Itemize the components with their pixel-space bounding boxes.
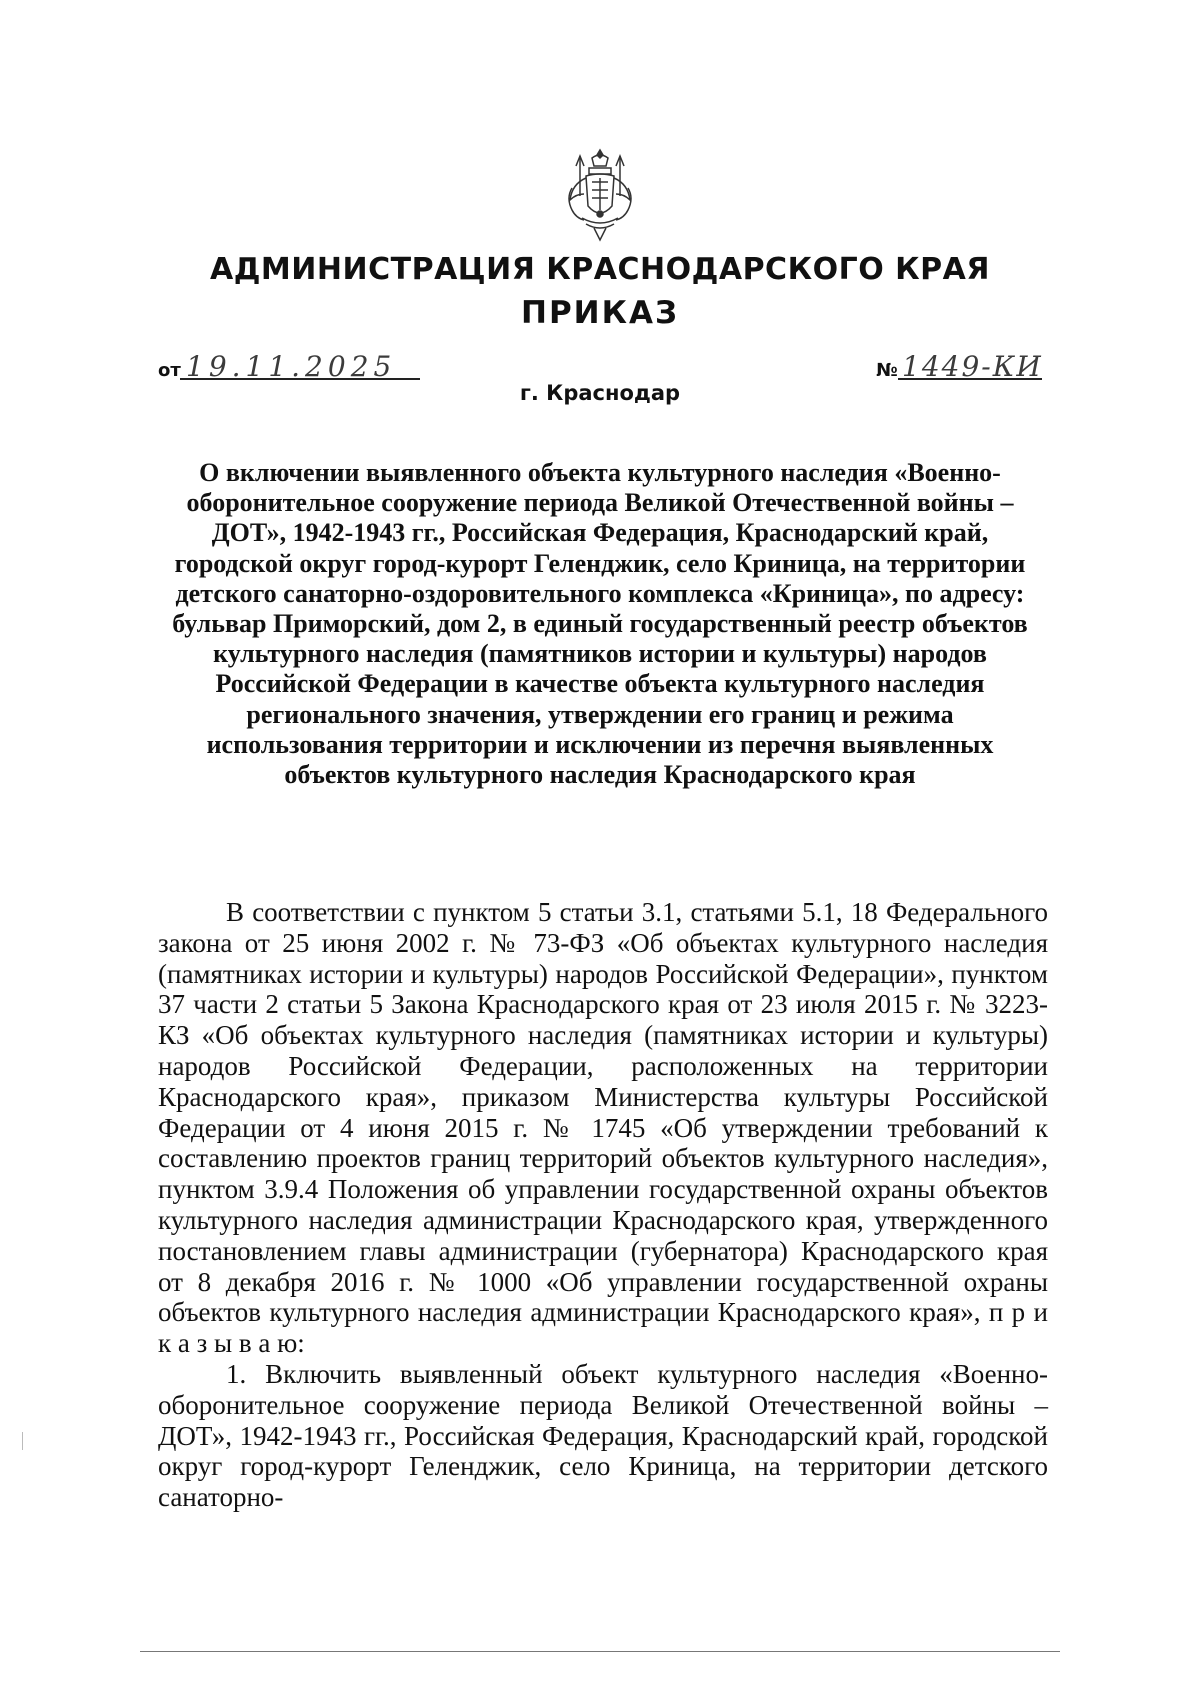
handwritten-number: 1449-КИ <box>902 350 1043 383</box>
coat-of-arms-icon <box>562 148 638 244</box>
date-prefix: от <box>158 360 181 381</box>
handwritten-date: 19.11.2025 <box>186 350 397 383</box>
preamble-paragraph: В соответствии с пунктом 5 статьи 3.1, статьями 5.1, 18 Федерального закона от 25 июня 2002 г. № 73-ФЗ «Об объектах культурного наследия (памятниках истории и культуры) народов Российской Федерации», пунктом 37 части 2 статьи 5 Закона Краснодарского края от 23 июля 2015 г. № 3223-КЗ «Об объектах культурного наследия (памятниках истории и культуры) народов Российской Федерации, расположенных на территории Краснодарского края», приказом Министерства культуры Российской Федерации от 4 июня 2015 г. № 1745 «Об утверждении требований к составлению проектов границ территорий объектов культурного наследия», пунктом 3.9.4 Положения об управлении государственной охраны объектов культурного наследия администрации Краснодарского края, утвержденного постановлением главы администрации (губернатора) Краснодарского края от 8 декабря 2016 г. № 1000 «Об управлении государственной охраны объектов культурного наследия администрации Краснодарского края», п р и к а з ы в а ю: <box>158 897 1048 1359</box>
scan-mark <box>22 1432 23 1450</box>
order-heading: О включении выявленного объекта культурного наследия «Военно-оборонительное сооружение периода Великой Отечественной войны – ДОТ», 1942-1943 гг., Российская Федерация, Краснодарский край, городской округ город-курорт Геленджик, село Криница, на территории детского санаторно-оздоровительного комплекса «Криница», по адресу: бульвар Приморский, дом 2, в единый государственный реестр объектов культурного наследия (памятников истории и культуры) народов Российской Федерации в качестве объекта культурного наследия регионального значения, утверждении его границ и режима использования территории и исключении из перечня выявленных объектов культурного наследия Краснодарского края <box>172 458 1028 790</box>
order-body <box>158 897 1048 1513</box>
page-bottom-rule <box>140 1651 1060 1652</box>
order-item-1: 1. Включить выявленный объект культурного наследия «Военно-оборонительное сооружение периода Великой Отечественной войны – ДОТ», 1942-1943 гг., Российская Федерация, Краснодарский край, городской округ город-курорт Геленджик, село Криница, на территории детского санаторно- <box>158 1358 1048 1513</box>
city: г. Краснодар <box>519 381 681 405</box>
document-type: ПРИКАЗ <box>521 295 679 331</box>
number-prefix: № <box>876 360 898 381</box>
organization-title: АДМИНИСТРАЦИЯ КРАСНОДАРСКОГО КРАЯ <box>210 252 990 287</box>
